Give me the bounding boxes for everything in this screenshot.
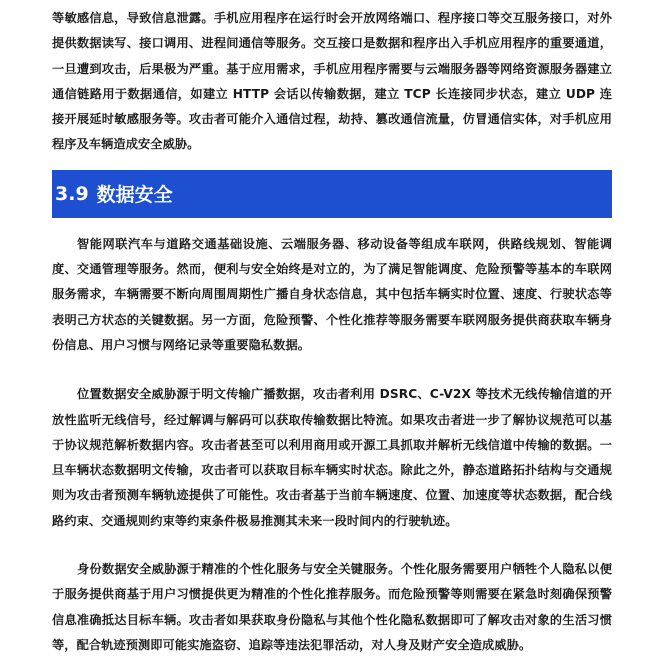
section-heading bbox=[52, 170, 612, 218]
paragraph-identity-data: 身份数据安全威胁源于精准的个性化服务与安全关键服务。个性化服务需要用户牺牲个人隐私以便于服务提供商基于用户习惯提供更为精准的个性化推荐服务。而危险预警等则需要在紧急时刻确保预警信息准确抵达目标车辆。攻击者如果获取身份隐私与其他个性化隐私数据即可了解攻击对象的生活习惯等，配合轨迹预测即可能实施盗窃、追踪等违法犯罪活动，对人身及财产安全造成威胁。 bbox=[52, 562, 612, 652]
section-title: 数据安全 bbox=[96, 184, 173, 207]
paragraph-spacer bbox=[52, 534, 612, 557]
section-number: 3.9 bbox=[55, 182, 89, 205]
paragraph-spacer bbox=[52, 358, 612, 382]
paragraph-overview: 智能网联汽车与道路交通基础设施、云端服务器、移动设备等组成车联网，供路线规划、智能调度、交通管理等服务。然而，便利与安全始终是对立的，为了满足智能调度、危险预警等基本的车联网服务需求，车辆需要不断向周围周期性广播自身状态信息，其中包括车辆实时位置、速度、行驶状态等表明己方状态的关键数据。另一方面，危险预警、个性化推荐等服务需要车联网服务提供商获取车辆身份信息、用户习惯与网络记录等重要隐私数据。 bbox=[52, 236, 612, 352]
paragraph-location-data: 位置数据安全威胁源于明文传输广播数据，攻击者利用 DSRC、C-V2X 等技术无线传输信道的开放性监听无线信号，经过解调与解码可以获取传输数据比特流。如果攻击者进一步了解协议规范可以基于协议规范解析数据内容。攻击者甚至可以利用商用或开源工具抓取并解析无线信道中传输的数据。一旦车辆状态数据明文传输，攻击者可以获取目标车辆实时状态。除此之外，静态道路拓扑结构与交通规则为攻击者预测车辆轨迹提供了可能性。攻击者基于当前车辆速度、位置、加速度等状态数据，配合线路约束、交通规则约束等约束条件极易推测其未来一段时间内的行驶轨迹。 bbox=[52, 387, 612, 528]
intro-paragraph: 等敏感信息，导致信息泄露。手机应用程序在运行时会开放网络端口、程序接口等交互服务接口，对外提供数据读写、接口调用、进程间通信等服务。交互接口是数据和程序出入手机应用程序的重要通道，一旦遭到攻击，后果极为严重。基于应用需求，手机应用程序需要与云端服务器等网络资源服务器建立通信链路用于数据通信，如建立 HTTP 会话以传输数据，建立 TCP 长连接同步状态，建立 UDP 连接开展延时敏感服务等。攻击者可能介入通信过程，劫持、篡改通信流量，仿冒通信实体，对手机应用程序及车辆造成安全威胁。 bbox=[52, 11, 612, 152]
document-page bbox=[52, 6, 612, 658]
